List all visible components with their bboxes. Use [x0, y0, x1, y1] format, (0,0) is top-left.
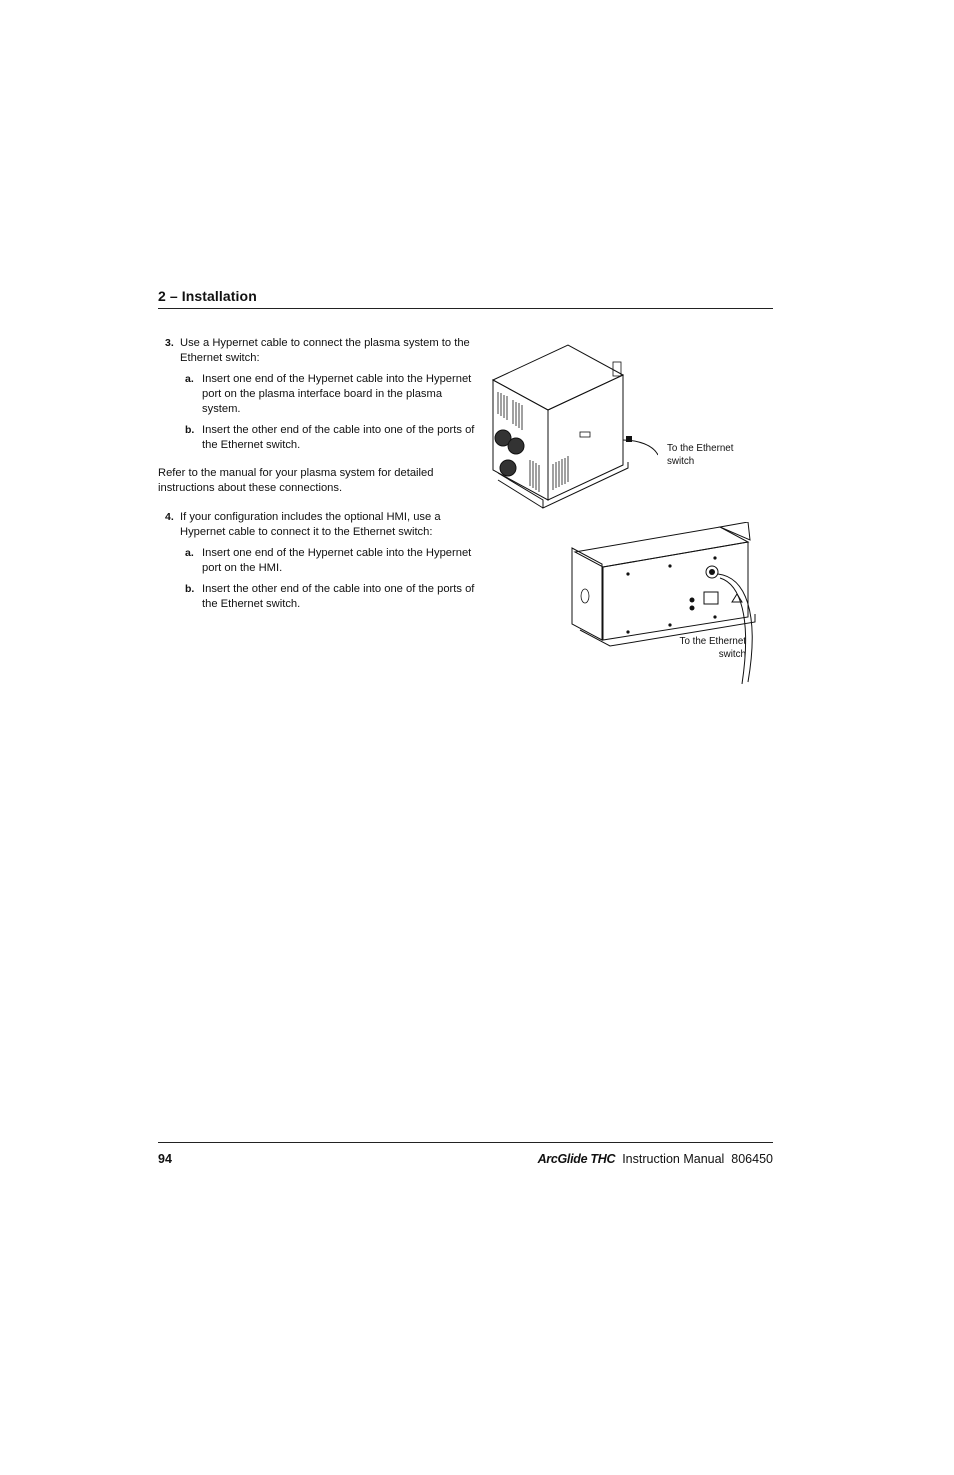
substep-letter: b. [185, 583, 195, 595]
step-4 [158, 510, 480, 612]
substep-letter: b. [185, 424, 195, 436]
step-text: If your configuration includes the optional HMI, use a Hypernet cable to connect it to the Ethernet switch: [180, 511, 441, 538]
header-rule [158, 308, 773, 309]
step-number: 3. [165, 337, 174, 349]
doc-number: 806450 [731, 1152, 773, 1166]
footer-doc-info [538, 1152, 773, 1166]
substep-3a [180, 372, 480, 417]
substep-4b [180, 582, 480, 612]
note-paragraph: Refer to the manual for your plasma system for detailed instructions about these connections. [158, 467, 434, 494]
callout-line: To the Ethernet [679, 636, 746, 647]
product-name: ArcGlide THC [537, 1152, 616, 1166]
page-number: 94 [158, 1152, 172, 1166]
section-title: 2 – Installation [158, 288, 257, 304]
substep-letter: a. [185, 373, 194, 385]
plasma-system-illustration [488, 340, 658, 515]
substep-text: Insert one end of the Hypernet cable into the Hypernet port on the HMI. [202, 547, 472, 574]
hmi-callout [676, 635, 746, 661]
substep-3b [180, 423, 480, 453]
callout-line: switch [667, 456, 695, 467]
callout-line: switch [718, 649, 746, 660]
substep-text: Insert one end of the Hypernet cable into the Hypernet port on the plasma interface board in the plasma system. [202, 373, 472, 415]
substep-letter: a. [185, 547, 194, 559]
step-3 [158, 336, 480, 453]
doc-type: Instruction Manual [622, 1152, 725, 1166]
step-text: Use a Hypernet cable to connect the plasma system to the Ethernet switch: [180, 337, 470, 364]
substep-text: Insert the other end of the cable into one of the ports of the Ethernet switch. [202, 583, 475, 610]
footer-rule [158, 1142, 773, 1143]
step-number: 4. [165, 511, 174, 523]
substep-text: Insert the other end of the cable into one of the ports of the Ethernet switch. [202, 424, 475, 451]
callout-line: To the Ethernet [667, 443, 734, 454]
plasma-callout [667, 442, 733, 468]
substep-4a [180, 546, 480, 576]
